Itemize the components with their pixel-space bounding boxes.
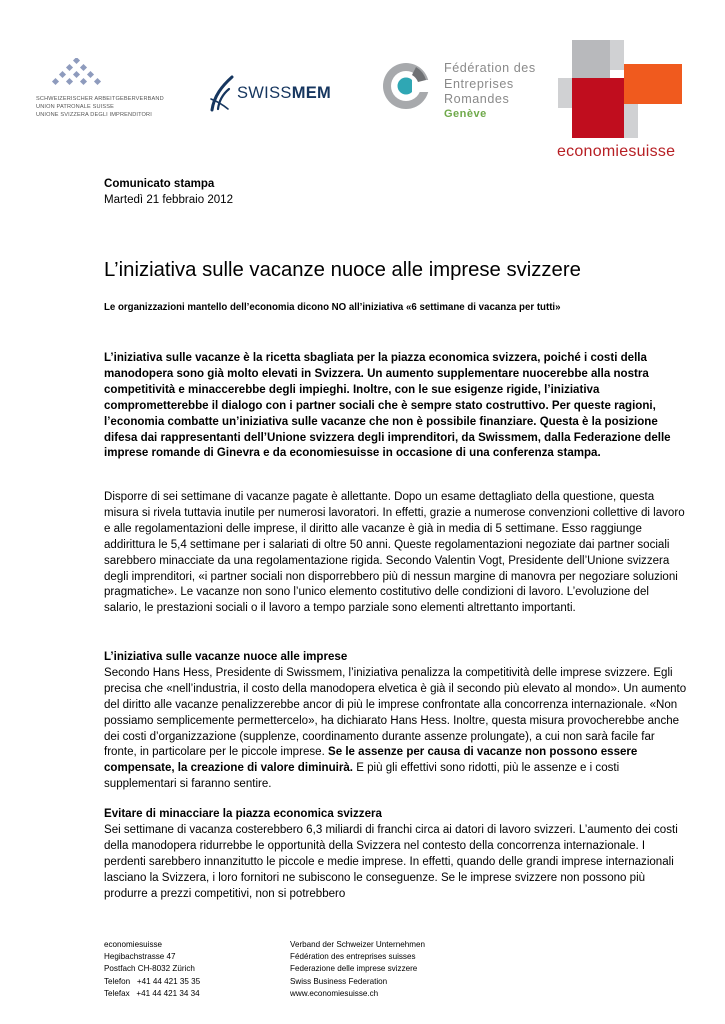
footer-website-link[interactable]: www.economiesuisse.ch [290,988,379,998]
body-paragraph-1: Disporre di sei settimane di vacanze pagate è allettante. Dopo un esame dettagliato della questione, questa misura si rivela tuttavia inutile per numerosi lavoratori. In effetti, grazie a numerose convenzioni collettive di lavoro e alle regolamentazioni delle imprese, il diritto alle vacanze è già in media di 5 settimane. Esso raggiunge addirittura le 5,4 settimane per i salariati di oltre 50 anni. Queste regolamentazioni negoziate dai partner sociali sarebbero minacciate da una regolamentazione rigida. Secondo Valentin Vogt, Presidente dell’Unione svizzera degli imprenditori, «i partner sociali non disporrebbero più di nessun margine di manovra per negoziare soluzioni pragmatiche». Le vacanze non sono l’unico elemento costitutivo delle condizioni di lavoro. L’evoluzione del salario, le prestazioni sociali o il lavoro a tempo parziale sono elementi altrettanto importanti. [104,491,685,615]
fer-logo [382,58,552,128]
fer-city: Genève [444,108,487,120]
section-2 [104,807,689,902]
section-1-heading: L’iniziativa sulle vacanze nuoce alle imprese [104,651,348,663]
swissmem-name: SWISSMEM [237,84,332,102]
fer-c-mark-icon [382,60,438,116]
page-title: L’iniziativa sulle vacanze nuoce alle imprese svizzere [104,259,581,281]
sav-name: SCHWEIZERISCHER ARBEITGEBERVERBAND UNION PATRONALE SUISSE UNIONE SVIZZERA DEGLI IMPRENDITORI [36,96,164,118]
footer-address: economiesuisse Hegibachstrasse 47 Postfach CH-8032 Zürich Telefon +41 44 421 35 35 Telefax +41 44 421 34 34 [104,940,201,998]
section-1 [104,650,689,793]
sav-logo [36,58,186,128]
fer-name: Fédération des Entreprises Romandes [444,61,536,107]
economiesuisse-logo [558,40,683,165]
section-2-heading: Evitare di minacciare la piazza economica svizzera [104,808,382,820]
section-1-text: Secondo Hans Hess, Presidente di Swissmem, l’iniziativa penalizza la competitività delle imprese svizzere. Egli precisa che «nell’industria, il costo della manodopera elvetica è già il secondo più elevato al mondo». Un aumento del diritto alle vacanze penalizzerebbe ancor di più le imprese confrontate alla concorrenza internazionale. «Non possiamo semplicemente permettercelo», ha dichiarato Hans Hess. Inoltre, questa misura provocherebbe anche dei costi d’organizzazione (supplenze, coordinamento durante assenze prolungate), a cui non sarà facile far fronte, in particolare per le piccole imprese. Se le assenze per causa di vacanze non possono essere compensate, la creazione di valore diminuirà. E più gli effettivi sono ridotti, più le assenze e i costi supplementari si faranno sentire. [104,666,687,791]
page-subtitle: Le organizzazioni mantello dell’economia dicono NO all’iniziativa «6 settimane di vacanza per tutti» [104,302,561,313]
swissmem-swoosh-icon [208,74,238,114]
swissmem-logo [208,74,358,114]
press-release-label: Comunicato stampa [104,178,215,190]
economiesuisse-squares-icon [558,40,683,140]
footer-federation-names: Verband der Schweizer Unternehmen Fédération des entreprises suisses Federazione delle imprese svizzere Swiss Business Federation www.economiesuisse.ch [290,939,425,1000]
sav-diamond-mark [50,58,110,92]
section-2-text: Sei settimane di vacanza costerebbero 6,3 miliardi di franchi circa ai datori di lavoro svizzeri. L’aumento dei costi della manodopera ridurrebbe le opportunità della Svizzera nel contesto della concorrenza internazionale. I perdenti sarebbero innanzitutto le piccole e medie imprese. In effetti, quando delle grandi imprese internazionali lasciano la Svizzera, i loro fornitori ne subiscono le conseguenze. Se le imprese svizzere non possono più produrre a prezzi competitivi, non si potrebbero [104,823,678,900]
lead-paragraph: L’iniziativa sulle vacanze è la ricetta sbagliata per la piazza economica svizzera, poiché i costi della manodopera sono già molto elevati in Svizzera. Un aumento supplementare nuocerebbe alla nostra competitività e minaccerebbe degli impieghi. Inoltre, con le sue esigenze rigide, l’iniziativa comprometterebbe il dialogo con i partner sociali che è sempre stato costruttivo. Per queste ragioni, l’economia combatte un’iniziativa sulle vacanze che non è possibile finanziare. Questa è la posizione difesa dai rappresentanti dell’Unione svizzera degli imprenditori, da Swissmem, dalla Federazione delle imprese romande di Ginevra e da economiesuisse in occasione di una conferenza stampa. [104,352,671,460]
press-release-date: Martedì 21 febbraio 2012 [104,194,234,206]
economiesuisse-name: economiesuisse [557,143,676,160]
